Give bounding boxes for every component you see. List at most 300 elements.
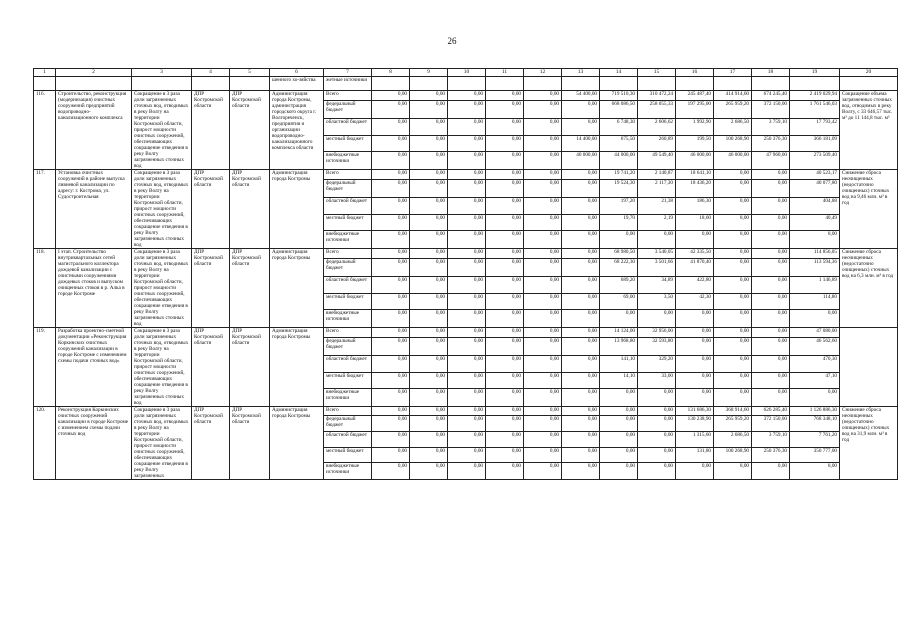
measure-executor: Администрация города Костромы <box>270 407 324 480</box>
funding-value: 0,00 <box>410 101 448 119</box>
funding-value: 0,00 <box>714 356 752 373</box>
funding-value: 1 315,60 <box>676 432 714 447</box>
funding-value: 0,00 <box>676 389 714 407</box>
funding-source: внебюджетные источники <box>324 152 372 170</box>
table-row <box>34 328 898 338</box>
funding-value: 0,00 <box>448 293 486 310</box>
funding-value: 0,00 <box>562 372 600 389</box>
funding-source: внебюджетные источники <box>324 389 372 407</box>
column-number: 12 <box>524 69 562 77</box>
funding-value: 0,00 <box>562 119 600 136</box>
column-number: 15 <box>638 69 676 77</box>
funding-value: 0,00 <box>410 180 448 198</box>
funding-value: 0,00 <box>562 249 600 259</box>
funding-value: 0,00 <box>372 432 410 447</box>
funding-value: 42 335,50 <box>676 249 714 259</box>
funding-value: 0,00 <box>524 249 562 259</box>
funding-value: 3 540,05 <box>638 249 676 259</box>
funding-value: 2,19 <box>638 214 676 231</box>
funding-value: 626 285,40 <box>752 407 790 416</box>
measure-goal: Сокращение в 3 раза доли загрязненных сточных вод, отводимых в реку Волгу на территории Костромской области, прирост мощности очистных сооружений, обеспечивающих сокращение отведения в реку Волгу загрязненных сточных вод <box>132 91 192 170</box>
funding-value: 0,00 <box>714 310 752 328</box>
funding-value: 0,00 <box>372 462 410 479</box>
funding-value: 0,00 <box>752 356 790 373</box>
funding-value: 0,00 <box>372 389 410 407</box>
funding-value: 0,00 <box>448 91 486 101</box>
funding-value: 0,00 <box>486 135 524 152</box>
funding-source: областной бюджет <box>324 356 372 373</box>
funding-value: 0,00 <box>486 101 524 119</box>
funding-value: 265 959,20 <box>714 101 752 119</box>
funding-value: 1 761 546,03 <box>790 101 840 119</box>
funding-value: 0,00 <box>638 407 676 416</box>
funding-value: 0,00 <box>448 389 486 407</box>
column-number-row <box>34 69 898 77</box>
funding-value: 0,00 <box>524 462 562 479</box>
funding-value: 258 055,33 <box>638 101 676 119</box>
funding-value: 0,00 <box>524 119 562 136</box>
funding-value: 3 759,10 <box>752 119 790 136</box>
funding-value: 0,00 <box>524 432 562 447</box>
funding-value: 0,00 <box>638 432 676 447</box>
funding-value: 18 641,10 <box>676 170 714 180</box>
funding-value: 0,00 <box>562 180 600 198</box>
measure-coordinator: ДПР Костромской области <box>230 91 270 170</box>
funding-value: 0,00 <box>448 338 486 356</box>
funding-value: 0,00 <box>410 447 448 462</box>
funding-value: 44 000,00 <box>600 152 638 170</box>
funding-value: 0,00 <box>448 310 486 328</box>
measure-coordinator: ДПР Костромской области <box>230 249 270 328</box>
funding-value: 0,00 <box>448 328 486 338</box>
funding-value: 40 523,17 <box>790 170 840 180</box>
measure-goal: Сокращение в 3 раза доли загрязненных сточных вод, отводимых в реку Волгу на территории Костромской области, прирост мощности очистных сооружений, обеспечивающих сокращение отведения в реку Волгу загрязненных <box>132 407 192 480</box>
continuation-executor: шенного хо-зяйства <box>270 77 324 91</box>
funding-value: 1 992,90 <box>676 119 714 136</box>
column-number: 1 <box>34 69 56 77</box>
funding-value: 0,00 <box>524 310 562 328</box>
funding-value: 675,50 <box>600 135 638 152</box>
funding-value: 0,00 <box>524 214 562 231</box>
funding-value: 329,20 <box>638 356 676 373</box>
measure-executor: Администрация города Костромы <box>270 249 324 328</box>
measure-number: 119. <box>34 328 56 407</box>
funding-value: 0,00 <box>372 407 410 416</box>
funding-value: 13 968,80 <box>600 338 638 356</box>
funding-value: 0,00 <box>638 462 676 479</box>
funding-value: 1 126 886,30 <box>790 407 840 416</box>
funding-value: 372 150,00 <box>752 416 790 432</box>
funding-value: 40 077,80 <box>790 180 840 198</box>
column-number: 16 <box>676 69 714 77</box>
column-number: 17 <box>714 69 752 77</box>
funding-value: 0,00 <box>752 338 790 356</box>
funding-source: Всего <box>324 91 372 101</box>
continuation-row <box>34 77 898 91</box>
funding-value: 0,00 <box>562 447 600 462</box>
funding-value: 0,00 <box>372 249 410 259</box>
funding-source: внебюджетные источники <box>324 231 372 249</box>
funding-source: федеральный бюджет <box>324 101 372 119</box>
funding-value: 0,00 <box>714 277 752 294</box>
funding-value: 113 594,36 <box>790 259 840 277</box>
funding-value: 674 245,40 <box>752 91 790 101</box>
table-row <box>34 249 898 259</box>
funding-value: 0,00 <box>486 416 524 432</box>
funding-value: 0,00 <box>410 198 448 215</box>
funding-value: 0,00 <box>714 180 752 198</box>
funding-value: 0,00 <box>486 338 524 356</box>
expected-result: Снижение сброса неочищенных (недостаточно очищенных) сточных вод на 31,9 млн. м³ в год <box>840 407 898 480</box>
measure-customer: ДПР Костромской области <box>192 328 230 407</box>
funding-value: 0,00 <box>410 119 448 136</box>
funding-value: 0,00 <box>714 462 752 479</box>
funding-value: 100 268,90 <box>714 447 752 462</box>
column-number: 18 <box>752 69 790 77</box>
funding-value: 0,00 <box>486 293 524 310</box>
funding-value: 3 759,10 <box>752 432 790 447</box>
funding-value: 0,00 <box>524 293 562 310</box>
funding-value: 0,00 <box>372 372 410 389</box>
funding-value: 0,00 <box>638 310 676 328</box>
expected-result <box>840 328 898 407</box>
funding-value: 0,00 <box>410 416 448 432</box>
funding-value: 0,00 <box>600 447 638 462</box>
funding-source: Всего <box>324 328 372 338</box>
funding-value: 0,00 <box>410 389 448 407</box>
measure-executor: Администрация города Костромы <box>270 170 324 249</box>
funding-value: 0,00 <box>486 389 524 407</box>
funding-value: 0,00 <box>752 293 790 310</box>
funding-value: 0,00 <box>486 91 524 101</box>
funding-value: 0,00 <box>714 338 752 356</box>
funding-value: 0,00 <box>562 328 600 338</box>
funding-value: 2 419 029,94 <box>790 91 840 101</box>
funding-value: 18,60 <box>676 214 714 231</box>
column-number: 9 <box>410 69 448 77</box>
funding-value: 0,00 <box>638 447 676 462</box>
funding-value: 0,00 <box>524 416 562 432</box>
funding-value: 68 980,50 <box>600 249 638 259</box>
funding-value: 0,00 <box>372 135 410 152</box>
measure-number: 118. <box>34 249 56 328</box>
funding-value: 0,00 <box>372 277 410 294</box>
funding-source: внебюджетные источники <box>324 462 372 479</box>
funding-value: 0,00 <box>790 462 840 479</box>
funding-value: 0,00 <box>714 198 752 215</box>
funding-value: 0,00 <box>676 462 714 479</box>
measure-coordinator: ДПР Костромской области <box>230 407 270 480</box>
funding-value: 0,00 <box>486 119 524 136</box>
funding-value: 310 472,24 <box>638 91 676 101</box>
funding-value: 0,00 <box>714 259 752 277</box>
funding-value: 40,49 <box>790 214 840 231</box>
funding-value: 0,00 <box>752 198 790 215</box>
funding-value: 41 870,40 <box>676 259 714 277</box>
funding-value: 0,00 <box>448 462 486 479</box>
funding-value: 186,30 <box>676 198 714 215</box>
column-number: 5 <box>230 69 270 77</box>
funding-value: 0,00 <box>752 170 790 180</box>
funding-value: 32 956,00 <box>638 328 676 338</box>
funding-value: 197,20 <box>600 198 638 215</box>
funding-value: 6 748,30 <box>600 119 638 136</box>
funding-source: федеральный бюджет <box>324 338 372 356</box>
funding-value: 197 295,00 <box>676 101 714 119</box>
measure-customer: ДПР Костромской области <box>192 91 230 170</box>
funding-value: 0,00 <box>714 231 752 249</box>
funding-value: 0,00 <box>562 416 600 432</box>
funding-value: 0,00 <box>372 416 410 432</box>
funding-value: 0,00 <box>448 249 486 259</box>
funding-value: 2 117,30 <box>638 180 676 198</box>
funding-value: 250 376,30 <box>752 447 790 462</box>
funding-value: 0,00 <box>600 416 638 432</box>
funding-value: 0,00 <box>524 180 562 198</box>
column-number: 6 <box>270 69 324 77</box>
funding-value: 0,00 <box>752 277 790 294</box>
funding-value: 0,00 <box>372 152 410 170</box>
funding-value: 0,00 <box>524 231 562 249</box>
funding-value: 0,00 <box>410 432 448 447</box>
table-row <box>34 170 898 180</box>
funding-value: 19 741,20 <box>600 170 638 180</box>
funding-value: 0,00 <box>486 180 524 198</box>
funding-value: 0,00 <box>372 91 410 101</box>
measure-name: Установка очистных сооружений в районе выпуска ливневой канализации по адресу: г. Кострома, ул. Судостроительная <box>56 170 132 249</box>
funding-value: 14,10 <box>600 372 638 389</box>
funding-value: 32 593,80 <box>638 338 676 356</box>
funding-value: 273 509,40 <box>790 152 840 170</box>
funding-value: 0,00 <box>486 432 524 447</box>
funding-value: 668 086,50 <box>600 101 638 119</box>
funding-value: 0,00 <box>790 389 840 407</box>
funding-value: 114 856,05 <box>790 249 840 259</box>
funding-value: 46 000,00 <box>714 152 752 170</box>
measure-name: Разработка проектно-сметной документации «Реконструкция Коркинских очистных сооружений канализации в городе Костроме с изменением схемы подачи сточных вод» <box>56 328 132 407</box>
funding-source: Всего <box>324 249 372 259</box>
funding-value: 0,00 <box>714 249 752 259</box>
funding-value: 131 686,30 <box>676 407 714 416</box>
funding-source: местный бюджет <box>324 447 372 462</box>
funding-value: 0,00 <box>486 214 524 231</box>
page-number: 26 <box>447 36 457 46</box>
funding-value: 422,80 <box>676 277 714 294</box>
funding-value: 2 606,62 <box>638 119 676 136</box>
funding-value: 0,00 <box>372 338 410 356</box>
funding-value: 100 268,90 <box>714 135 752 152</box>
measure-customer: ДПР Костромской области <box>192 407 230 480</box>
funding-value: 719 510,30 <box>600 91 638 101</box>
funding-value: 0,00 <box>372 101 410 119</box>
funding-value: 0,00 <box>524 152 562 170</box>
funding-value: 0,00 <box>524 135 562 152</box>
funding-value: 0,00 <box>562 198 600 215</box>
funding-value: 0,00 <box>524 91 562 101</box>
funding-value: 0,00 <box>752 310 790 328</box>
column-number: 20 <box>840 69 898 77</box>
funding-value: 0,00 <box>524 101 562 119</box>
column-number: 13 <box>562 69 600 77</box>
funding-value: 3,50 <box>638 293 676 310</box>
funding-source: местный бюджет <box>324 293 372 310</box>
funding-value: 0,00 <box>790 231 840 249</box>
funding-value: 470,30 <box>790 356 840 373</box>
funding-value: 0,00 <box>562 101 600 119</box>
funding-value: 0,00 <box>562 277 600 294</box>
funding-value: 0,00 <box>676 231 714 249</box>
funding-value: 0,00 <box>600 462 638 479</box>
column-number: 2 <box>56 69 132 77</box>
funding-value: 0,00 <box>410 356 448 373</box>
table-row <box>34 407 898 416</box>
funding-value: 46 000,00 <box>676 152 714 170</box>
measure-name: Реконструкция Коркинских очистных сооружений канализации в городе Костроме с изменением схемы подачи сточных вод <box>56 407 132 480</box>
funding-source: областной бюджет <box>324 432 372 447</box>
funding-source: местный бюджет <box>324 214 372 231</box>
funding-source: федеральный бюджет <box>324 180 372 198</box>
funding-value: 245 487,40 <box>676 91 714 101</box>
funding-value: 0,00 <box>448 432 486 447</box>
funding-value: 0,00 <box>562 293 600 310</box>
funding-value: 0,00 <box>600 231 638 249</box>
funding-value: 0,00 <box>448 416 486 432</box>
funding-value: 0,00 <box>752 249 790 259</box>
funding-value: 0,00 <box>562 407 600 416</box>
funding-value: 0,00 <box>524 277 562 294</box>
funding-value: 0,00 <box>790 310 840 328</box>
funding-value: 0,00 <box>372 328 410 338</box>
funding-value: 350 777,00 <box>790 447 840 462</box>
funding-value: 131,80 <box>676 447 714 462</box>
funding-value: 0,00 <box>752 180 790 198</box>
funding-value: 0,00 <box>676 310 714 328</box>
funding-source: внебюджетные источники <box>324 310 372 328</box>
funding-value: 0,00 <box>714 170 752 180</box>
funding-source: Всего <box>324 170 372 180</box>
funding-value: 0,00 <box>448 447 486 462</box>
funding-value: 34,89 <box>638 277 676 294</box>
funding-value: 0,00 <box>448 356 486 373</box>
column-number: 4 <box>192 69 230 77</box>
funding-value: 0,00 <box>562 214 600 231</box>
funding-value: 0,00 <box>448 214 486 231</box>
program-table <box>33 68 898 480</box>
funding-value: 0,00 <box>524 198 562 215</box>
funding-value: 0,00 <box>372 119 410 136</box>
table-body <box>34 69 898 480</box>
funding-value: 0,00 <box>638 416 676 432</box>
funding-value: 0,00 <box>448 135 486 152</box>
funding-value: 141,10 <box>600 356 638 373</box>
funding-value: 0,00 <box>372 231 410 249</box>
funding-value: 0,00 <box>486 310 524 328</box>
funding-value: 0,00 <box>486 372 524 389</box>
funding-value: 0,00 <box>752 328 790 338</box>
funding-value: 0,00 <box>524 338 562 356</box>
funding-value: 19 524,30 <box>600 180 638 198</box>
funding-value: 0,00 <box>410 462 448 479</box>
funding-value: 0,00 <box>752 389 790 407</box>
funding-value: 0,00 <box>486 407 524 416</box>
funding-value: 0,00 <box>600 310 638 328</box>
funding-value: 54 400,00 <box>562 91 600 101</box>
funding-value: 0,00 <box>486 231 524 249</box>
measure-executor: Администрация города Костромы, администрация городского округа г. Волгореченск, предприятия и организации водопроводно-канализационного комплекса области <box>270 91 324 170</box>
funding-value: 0,00 <box>486 277 524 294</box>
funding-source: местный бюджет <box>324 372 372 389</box>
funding-value: 368 914,60 <box>714 407 752 416</box>
funding-value: 46 562,60 <box>790 338 840 356</box>
funding-value: 0,00 <box>372 293 410 310</box>
funding-value: 0,00 <box>410 231 448 249</box>
funding-value: 0,00 <box>524 447 562 462</box>
funding-source: областной бюджет <box>324 277 372 294</box>
funding-value: 0,00 <box>752 231 790 249</box>
measure-goal: Сокращение в 3 раза доли загрязненных сточных вод, отводимых в реку Волгу на территории Костромской области, прирост мощности очистных сооружений, обеспечивающих сокращение отведения в реку Волгу загрязненных сточных вод <box>132 328 192 407</box>
expected-result: Снижение сброса неочищенных (недостаточно очищенных) сточных вод на 6,3 млн. м³ в год <box>840 249 898 328</box>
expected-result: Сокращение объема загрязненных сточных вод, отводимых в реку Волгу, с 33 646,57 тыс. м³ до 11 144,8 тыс. м³ <box>840 91 898 170</box>
funding-value: 0,00 <box>448 277 486 294</box>
funding-value: 1 146,89 <box>790 277 840 294</box>
measure-goal: Сокращение в 3 раза доли загрязненных сточных вод, отводимых в реку Волгу на территории Костромской области, прирост мощности очистных сооружений, обеспечивающих сокращение отведения в реку Волгу загрязненных сточных вод <box>132 170 192 249</box>
funding-value: 0,00 <box>372 180 410 198</box>
funding-value: 0,00 <box>562 170 600 180</box>
funding-value: 0,00 <box>486 198 524 215</box>
funding-value: 0,00 <box>714 214 752 231</box>
funding-value: 0,00 <box>486 152 524 170</box>
funding-value: 0,00 <box>410 91 448 101</box>
funding-value: 49 549,40 <box>638 152 676 170</box>
funding-value: 0,00 <box>410 259 448 277</box>
measure-coordinator: ДПР Костромской области <box>230 170 270 249</box>
funding-value: 47,10 <box>790 372 840 389</box>
funding-value: 0,00 <box>410 152 448 170</box>
measure-number: 117. <box>34 170 56 249</box>
funding-value: 265 959,20 <box>714 416 752 432</box>
funding-value: 69,00 <box>600 293 638 310</box>
expected-result: Снижение сброса неочищенных (недостаточно очищенных) сточных вод на 9,46 млн. м³ в год <box>840 170 898 249</box>
funding-value: 3 501,66 <box>638 259 676 277</box>
column-number: 10 <box>448 69 486 77</box>
measure-name: Строительство, реконструкция (модернизация) очистных сооружений предприятий водопроводно-канализационного комплекса <box>56 91 132 170</box>
funding-value: 0,00 <box>714 389 752 407</box>
funding-value: 0,00 <box>410 293 448 310</box>
measure-goal: Сокращение в 3 раза доли загрязненных сточных вод, отводимых в реку Волгу на территории Костромской области, прирост мощности очистных сооружений, обеспечивающих сокращение отведения в реку Волгу загрязненных сточных вод <box>132 249 192 328</box>
funding-value: 0,00 <box>448 259 486 277</box>
funding-source: областной бюджет <box>324 119 372 136</box>
funding-value: 0,00 <box>524 407 562 416</box>
funding-value: 0,00 <box>676 328 714 338</box>
funding-value: 0,00 <box>562 338 600 356</box>
column-number: 3 <box>132 69 192 77</box>
funding-value: 689,20 <box>600 277 638 294</box>
column-number: 11 <box>486 69 524 77</box>
funding-value: 260,89 <box>638 135 676 152</box>
funding-value: 0,00 <box>448 231 486 249</box>
funding-value: 0,00 <box>448 180 486 198</box>
funding-value: 0,00 <box>562 356 600 373</box>
funding-value: 0,00 <box>562 462 600 479</box>
funding-value: 19,70 <box>600 214 638 231</box>
funding-value: 404,88 <box>790 198 840 215</box>
funding-value: 0,00 <box>562 231 600 249</box>
funding-value: 0,00 <box>372 447 410 462</box>
funding-value: 0,00 <box>410 372 448 389</box>
funding-value: 0,00 <box>486 447 524 462</box>
funding-value: 0,00 <box>524 372 562 389</box>
funding-value: 366 181,09 <box>790 135 840 152</box>
